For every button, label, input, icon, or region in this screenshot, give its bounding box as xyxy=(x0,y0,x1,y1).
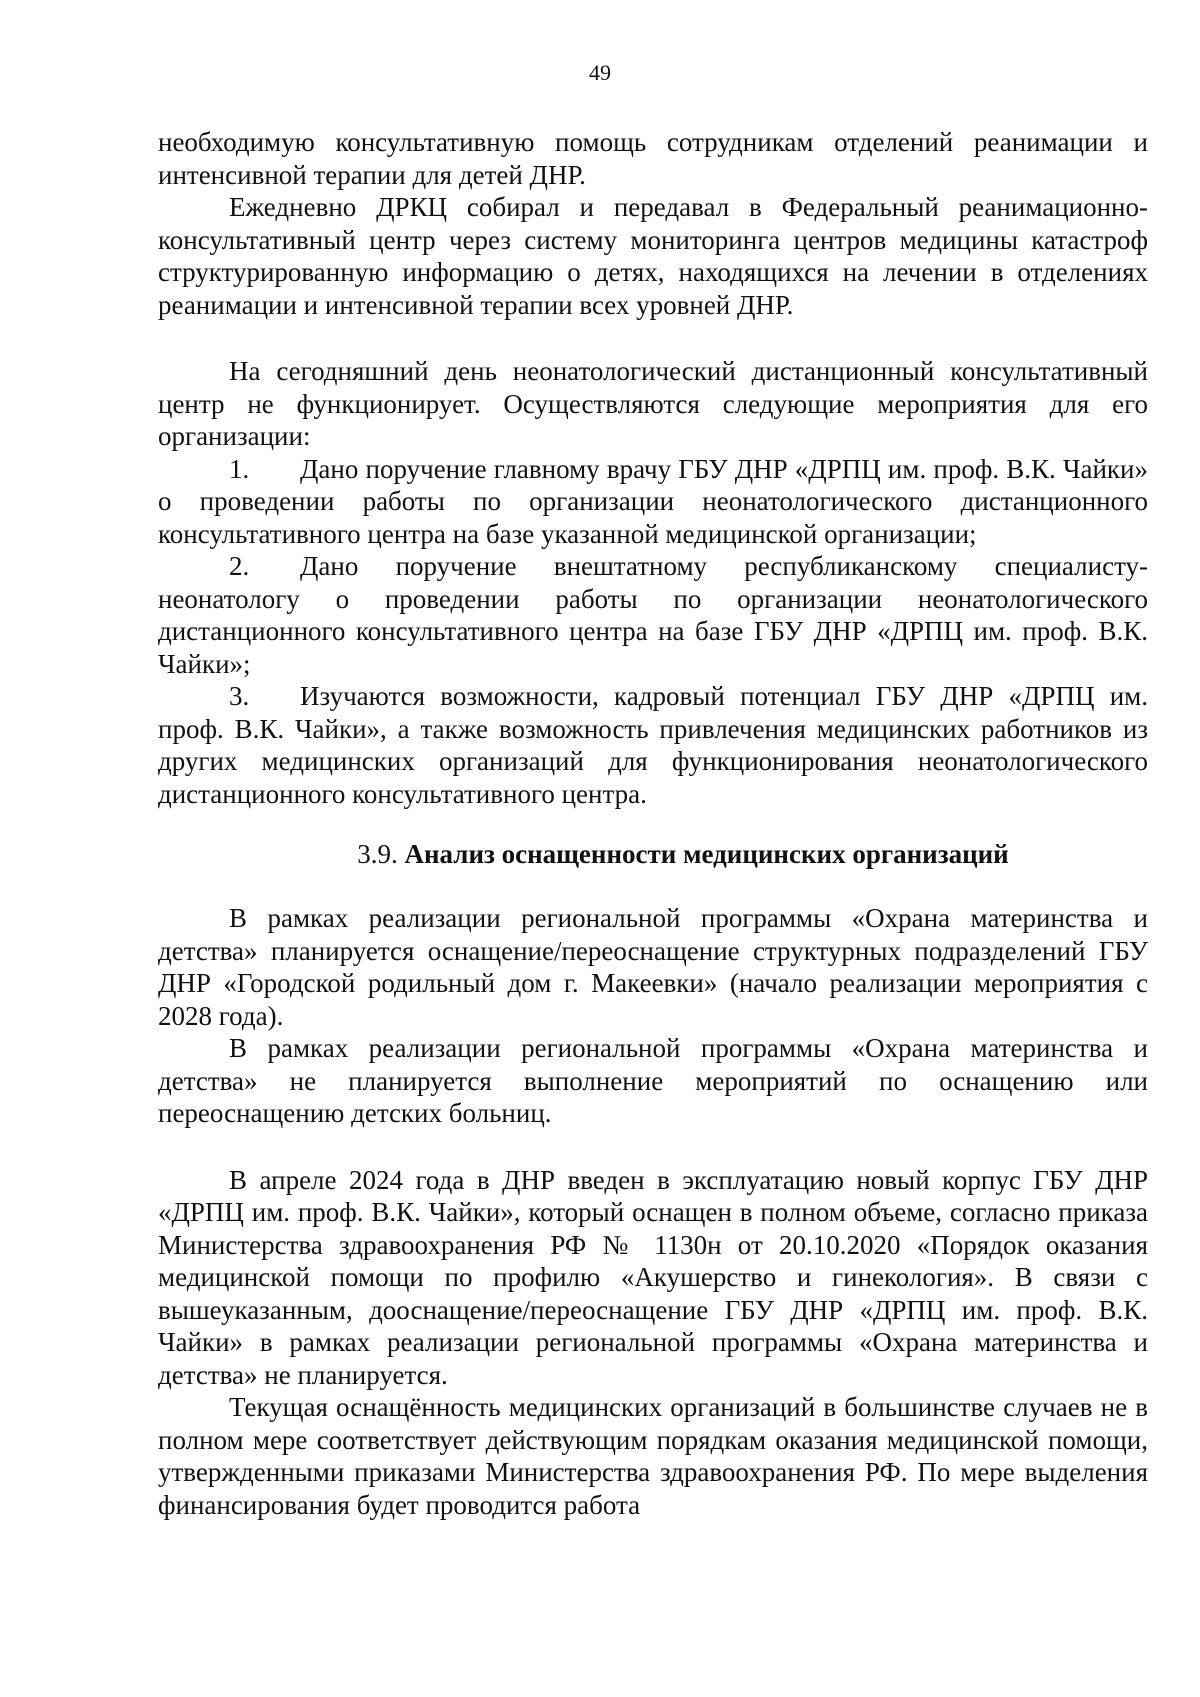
paragraph-neonatal-intro: На сегодняшний день неонатологический дистанционный консультативный центр не функционирует. Осуществляются следующие мероприятия для его организации: xyxy=(158,356,1148,451)
paragraph-drkc-daily: Ежедневно ДРКЦ собирал и передавал в Федеральный реанимационно-консультативный центр через систему мониторинга центров медицины катастроф структурированную информацию о детях, находящихся на лечении в отделениях реанимации и интенсивной терапии всех уровней ДНР. xyxy=(158,192,1148,320)
list-item-text: Изучаются возможности, кадровый потенциал ГБУ ДНР «ДРПЦ им. проф. В.К. Чайки», а также возможность привлечения медицинских работников из других медицинских организаций для функционирования неонатологического дистанционного консультативного центра. xyxy=(158,681,1148,809)
list-item-3 xyxy=(158,680,1148,810)
paragraph-current-equipment: Текущая оснащённость медицинских организаций в большинстве случаев не в полном мере соответствует действующим порядкам оказания медицинской помощи, утвержденными приказами Министерства здравоохранения РФ. По мере выделения финансирования будет проводится работа xyxy=(158,1392,1148,1520)
section-heading xyxy=(158,810,1148,902)
section-number: 3.9. xyxy=(357,839,398,869)
page-number: 49 xyxy=(589,60,611,85)
paragraph-gap xyxy=(158,1130,1148,1164)
list-number: 3. xyxy=(229,681,250,711)
list-item-text: Дано поручение внештатному республиканскому специалисту-неонатологу о проведении работы по организации неонатологического дистанционного консультативного центра на базе ГБУ ДНР «ДРПЦ им. проф. В.К. Чайки»; xyxy=(158,551,1148,679)
list-number: 1. xyxy=(229,453,250,484)
list-item-1 xyxy=(158,453,1148,551)
paragraph-continued: необходимую консультативную помощь сотрудникам отделений реанимации и интенсивной терапии для детей ДНР. xyxy=(158,127,1148,190)
document-body xyxy=(158,126,1148,1521)
paragraph-new-building: В апреле 2024 года в ДНР введен в эксплуатацию новый корпус ГБУ ДНР «ДРПЦ им. проф. В.К. Чайки», который оснащен в полном объеме, согласно приказа Министерства здравоохранения РФ № 1130н от 20.10.2020 «Порядок оказания медицинской помощи по профилю «Акушерство и гинекология». В связи с вышеуказанным, дооснащение/переоснащение ГБУ ДНР «ДРПЦ им. проф. В.К. Чайки» в рамках реализации региональной программы «Охрана материнства и детства» не планируется. xyxy=(158,1164,1148,1390)
paragraph-gap xyxy=(158,321,1148,355)
paragraph-maternity-equipment: В рамках реализации региональной программы «Охрана материнства и детства» планируется оснащение/переоснащение структурных подразделений ГБУ ДНР «Городской родильный дом г. Макеевки» (начало реализации мероприятия с 2028 года). xyxy=(158,903,1148,1031)
list-item-2 xyxy=(158,550,1148,680)
section-title: Анализ оснащенности медицинских организаций xyxy=(404,839,1009,869)
paragraph-children-hospitals: В рамках реализации региональной программы «Охрана материнства и детства» не планируется выполнение мероприятий по оснащению или переоснащению детских больниц. xyxy=(158,1033,1148,1128)
list-item-text: Дано поручение главному врачу ГБУ ДНР «ДРПЦ им. проф. В.К. Чайки» о проведении работы по организации неонатологического дистанционного консультативного центра на базе указанной медицинской организации; xyxy=(158,453,1148,549)
list-number: 2. xyxy=(229,551,250,581)
